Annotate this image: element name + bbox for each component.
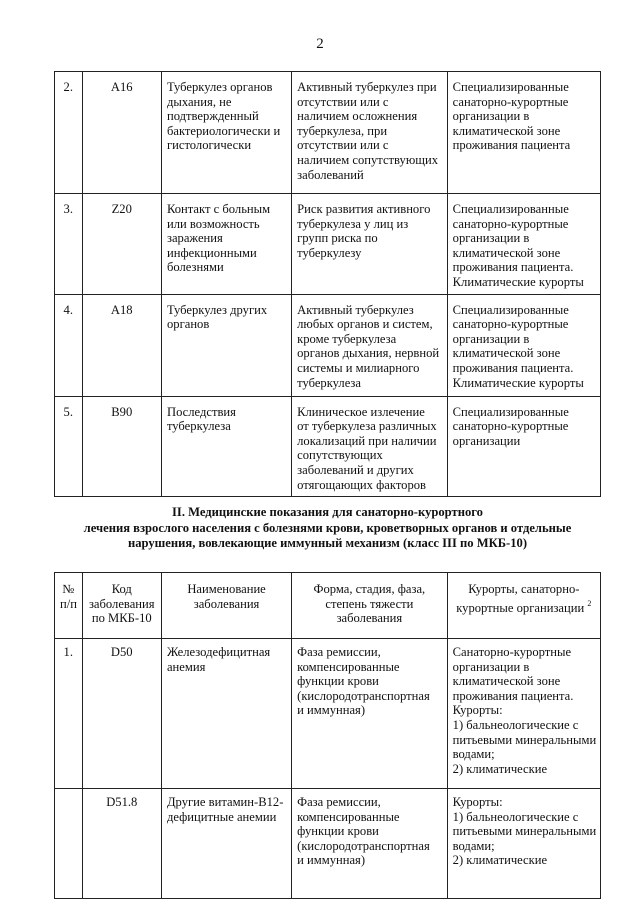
cell-line: организации в (452, 659, 530, 674)
cell-line: (кислородотранспортная (297, 688, 430, 703)
cell-name (161, 789, 291, 899)
header-line: заболевания (88, 596, 155, 611)
table-row (55, 396, 601, 497)
cell-line: туберкулеза (297, 375, 361, 390)
cell-line: заражения (166, 231, 223, 246)
cell-line: кроме туберкулеза (297, 331, 397, 346)
cell-line: организации в (452, 109, 530, 124)
header-name (161, 573, 291, 639)
cell-line: дефицитные анемии (166, 809, 277, 824)
cell-line: бактериологически и (166, 123, 281, 138)
table-row (55, 72, 601, 194)
cell-form (292, 294, 448, 396)
cell-line: Курорты: (452, 795, 503, 809)
header-line: п/п (60, 596, 77, 611)
cell-line: проживания пациента. (452, 360, 574, 375)
cell-line: Контакт с больным (166, 202, 271, 216)
cell-line: Санаторно-курортные (452, 645, 572, 659)
cell-line: 1) бальнеологические с (452, 809, 579, 824)
header-line: Наименование (187, 582, 266, 596)
cell-line: водами; (452, 838, 495, 853)
table-tuberculosis (54, 71, 601, 497)
cell-resorts (447, 639, 600, 789)
header-code (82, 573, 161, 639)
cell-form (292, 72, 448, 194)
cell-line: Климатические курорты (452, 375, 584, 390)
header-line: Код (111, 582, 132, 596)
cell-line: отягощающих факторов (297, 477, 426, 492)
cell-line: санаторно-курортные (452, 317, 569, 332)
cell-line: организации в (452, 331, 530, 346)
cell-line: системы и милиарного (297, 360, 420, 375)
cell-line: дыхания, не (166, 94, 232, 109)
cell-line: туберкулеза, при (297, 123, 388, 138)
table-row (55, 789, 601, 899)
cell-line: и иммунная) (297, 853, 366, 868)
cell-line: проживания пациента (452, 138, 571, 153)
cell-line: сопутствующих (297, 448, 383, 463)
cell-line: Специализированные (452, 202, 569, 216)
cell-resorts (447, 194, 600, 295)
cell-line: болезнями (166, 260, 224, 275)
cell-code: Z20 (82, 194, 161, 295)
cell-line: организации в (452, 231, 530, 246)
cell-line: туберкулеза у лиц из (297, 216, 409, 231)
cell-line: 2) климатические (452, 761, 548, 776)
header-line-text: курортные организации (456, 600, 585, 615)
cell-line: климатической зоне (452, 346, 561, 361)
cell-name (161, 639, 291, 789)
cell-line: питьевыми минеральными (452, 732, 597, 747)
cell-line: водами; (452, 747, 495, 762)
cell-num: 2. (55, 72, 83, 194)
cell-num (55, 789, 83, 899)
table1-body (55, 72, 601, 497)
table-row (55, 639, 601, 789)
cell-name (161, 294, 291, 396)
cell-line: групп риска по (297, 231, 378, 246)
cell-line: или возможность (166, 216, 260, 231)
cell-line: отсутствии или с (297, 138, 389, 153)
cell-line: проживания пациента. (452, 260, 574, 275)
cell-line: Клиническое излечение (297, 404, 425, 419)
cell-line: органов дыхания, нервной (297, 346, 440, 361)
cell-line: Железодефицитная (166, 645, 271, 659)
cell-form (292, 639, 448, 789)
cell-line: анемия (166, 659, 206, 674)
cell-line: Туберкулез других (166, 302, 268, 317)
cell-resorts (447, 789, 600, 899)
header-num (55, 573, 83, 639)
header-line: Курорты, санаторно- (468, 582, 580, 596)
cell-line: Специализированные (452, 404, 569, 419)
table-row (55, 294, 601, 396)
cell-line: санаторно-курортные (452, 216, 569, 231)
cell-line: климатической зоне (452, 245, 561, 260)
cell-form (292, 789, 448, 899)
cell-line: проживания пациента. (452, 688, 574, 703)
cell-num: 3. (55, 194, 83, 295)
cell-line: туберкулеза (166, 419, 231, 434)
cell-line: Туберкулез органов (166, 80, 273, 94)
header-line (453, 597, 595, 616)
cell-line: функции крови (297, 824, 379, 839)
header-line: по МКБ-10 (91, 611, 152, 626)
cell-line: подтвержденный (166, 109, 259, 124)
cell-line: компенсированные (297, 809, 400, 824)
cell-num: 4. (55, 294, 83, 396)
cell-code: B90 (82, 396, 161, 497)
cell-line: питьевыми минеральными (452, 824, 597, 839)
cell-line: санаторно-курортные (452, 94, 569, 109)
header-line: степень тяжести (325, 596, 414, 611)
cell-form (292, 396, 448, 497)
table2-body (55, 639, 601, 899)
cell-line: туберкулезу (297, 245, 362, 260)
section-title (54, 505, 601, 552)
cell-form (292, 194, 448, 295)
cell-line: органов (166, 317, 210, 332)
cell-line: 2) климатические (452, 853, 548, 868)
cell-line: Специализированные (452, 80, 569, 94)
cell-line: Риск развития активного (297, 202, 431, 216)
cell-name (161, 194, 291, 295)
cell-line: климатической зоне (452, 674, 561, 689)
cell-line: наличием осложнения (297, 109, 418, 124)
table-row (55, 194, 601, 295)
section-title-line: нарушения, вовлекающие иммунный механизм (класс III по МКБ-10) (127, 536, 528, 550)
table-blood-diseases (54, 572, 601, 899)
cell-resorts (447, 396, 600, 497)
cell-name (161, 72, 291, 194)
cell-line: 1) бальнеологические с (452, 717, 579, 732)
cell-resorts (447, 72, 600, 194)
cell-line: санаторно-курортные (452, 419, 569, 434)
cell-line: Другие витамин-B12- (166, 795, 284, 809)
cell-num: 1. (55, 639, 83, 789)
page-number: 2 (316, 36, 324, 52)
cell-line: Активный туберкулез (297, 302, 414, 317)
cell-line: (кислородотранспортная (297, 838, 430, 853)
cell-line: от туберкулеза различных (297, 419, 437, 434)
table2-header-row (55, 573, 601, 639)
cell-num: 5. (55, 396, 83, 497)
cell-line: Фаза ремиссии, (297, 645, 381, 659)
cell-line: Курорты: (452, 703, 503, 718)
cell-line: наличием сопутствующих (297, 152, 438, 167)
cell-line: Климатические курорты (452, 274, 584, 289)
header-form (292, 573, 448, 639)
cell-line: Последствия (166, 404, 236, 419)
cell-code: A18 (82, 294, 161, 396)
cell-resorts (447, 294, 600, 396)
section-title-line: II. Медицинские показания для санаторно-курортного (172, 505, 483, 519)
cell-line: инфекционными (166, 245, 257, 260)
cell-line: компенсированные (297, 659, 400, 674)
cell-code: A16 (82, 72, 161, 194)
section-title-line: лечения взрослого населения с болезнями крови, кроветворных органов и отдельные (83, 520, 572, 535)
cell-line: и иммунная) (297, 703, 366, 718)
cell-line: организации (452, 433, 521, 448)
cell-line: Фаза ремиссии, (297, 795, 381, 809)
cell-name (161, 396, 291, 497)
cell-line: любых органов и систем, (297, 317, 433, 332)
header-line: заболевания (193, 596, 260, 611)
cell-line: функции крови (297, 674, 379, 689)
cell-line: заболеваний (297, 167, 364, 182)
cell-line: заболеваний и других (297, 462, 414, 477)
cell-line: отсутствии или с (297, 94, 389, 109)
cell-line: гистологически (166, 138, 252, 153)
header-line: № (62, 582, 75, 596)
header-line: Форма, стадия, фаза, (313, 582, 426, 596)
cell-code: D51.8 (82, 789, 161, 899)
cell-line: климатической зоне (452, 123, 561, 138)
cell-line: локализаций при наличии (297, 433, 437, 448)
footnote-mark: 2 (587, 598, 592, 608)
header-resorts (447, 573, 600, 639)
cell-code: D50 (82, 639, 161, 789)
header-line: заболевания (336, 611, 403, 626)
cell-line: Специализированные (452, 302, 569, 317)
cell-line: Активный туберкулез при (297, 80, 437, 94)
